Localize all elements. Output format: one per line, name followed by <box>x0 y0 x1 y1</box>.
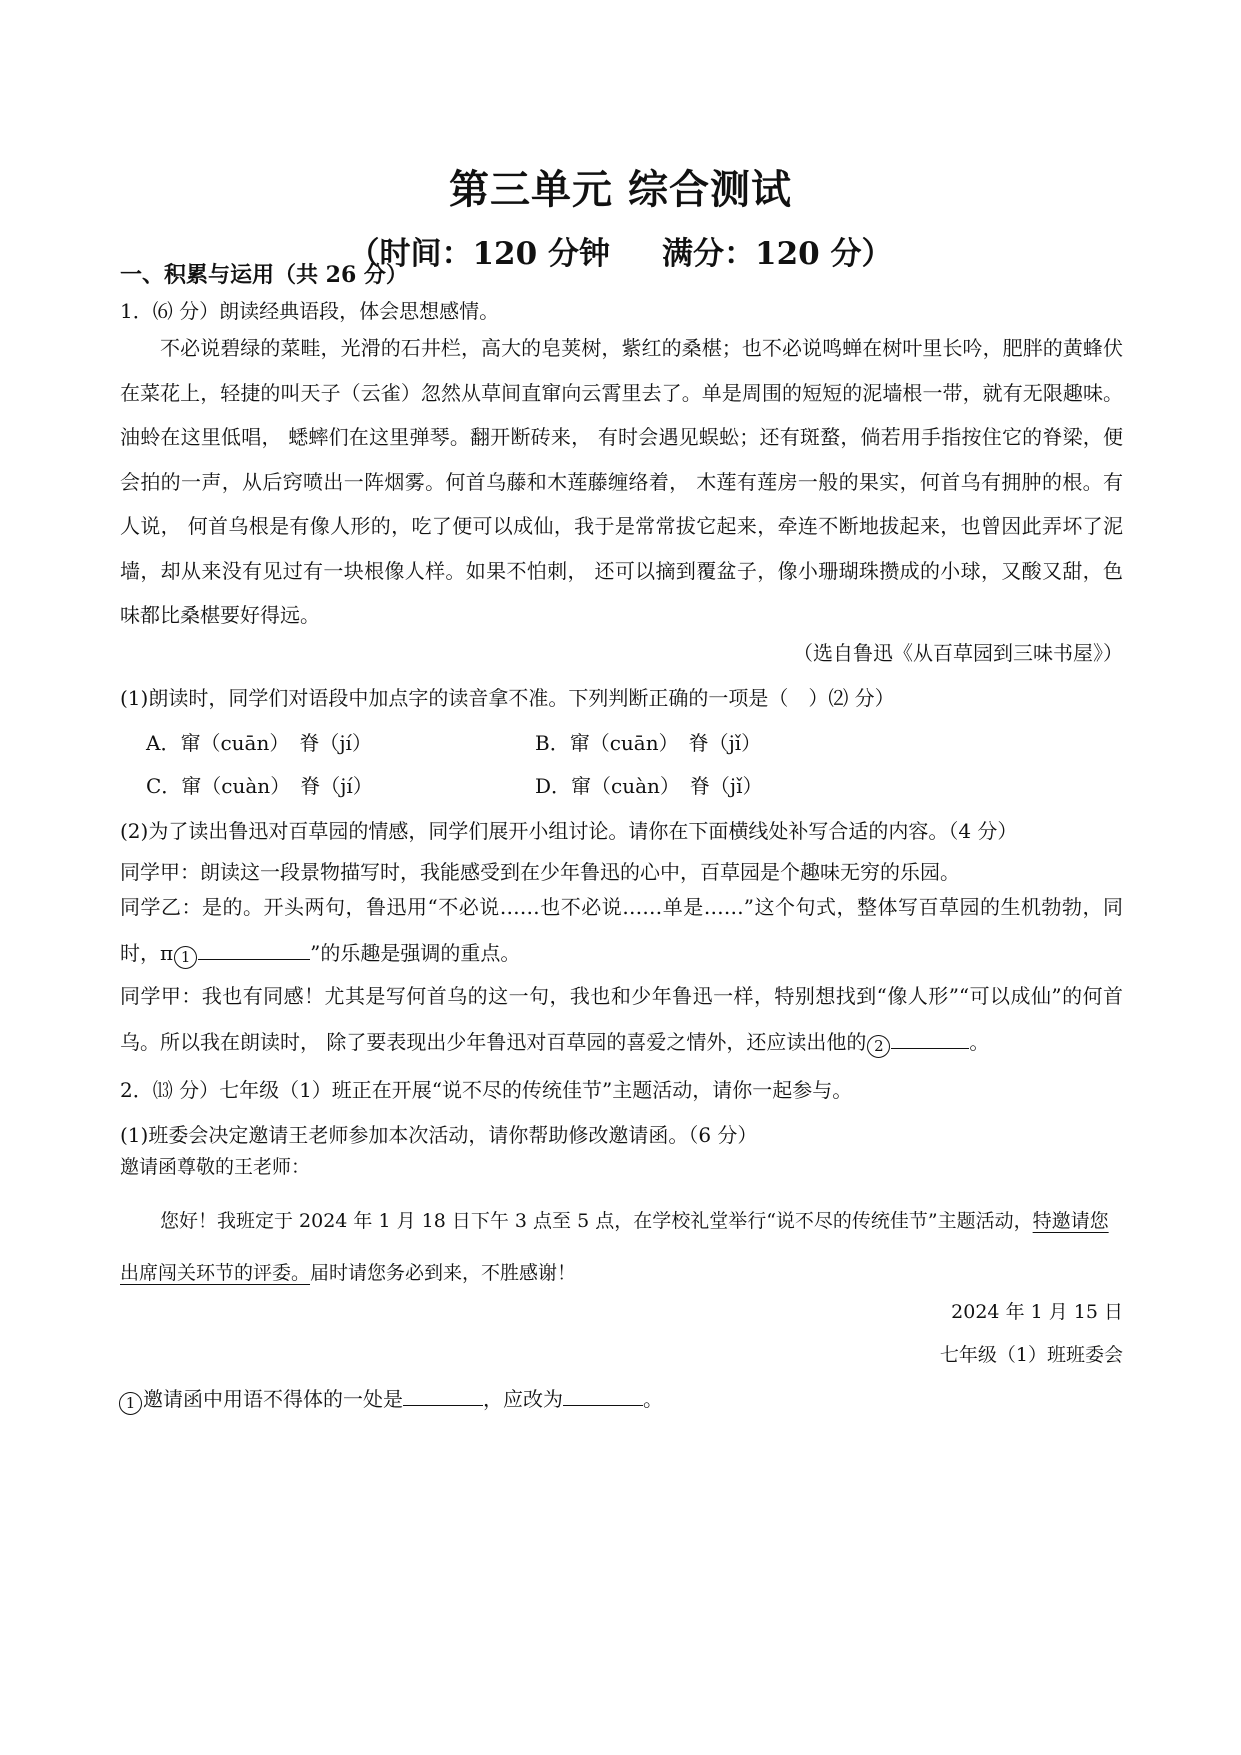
letter-date: 2024 年 1 月 15 日 <box>951 1301 1123 1323</box>
circled-number-task: 1 <box>119 1392 142 1415</box>
question-1-1: (1)朗读时，同学们对语段中加点字的读音拿不准。下列判断正确的一项是（ ）⑵ 分） <box>120 686 895 710</box>
dialogue-line-2-end: ”的乐趣是强调的重点。 <box>310 941 521 965</box>
letter-body-end: 届时请您务必到来，不胜感谢！ <box>310 1262 577 1284</box>
underlined-sentence: 特邀请您出席闯关环节的评委。 <box>120 1210 1109 1284</box>
option-c: C．窜（cuàn） 脊（jí） <box>146 774 373 798</box>
stray-mark: π <box>160 941 174 965</box>
question-1-intro: 1．⑹ 分）朗读经典语段，体会思想感情。 <box>120 299 500 323</box>
time-limit: （时间：120 分钟 <box>348 236 610 272</box>
answer-blank-3[interactable] <box>403 1385 483 1406</box>
circled-number-1: 1 <box>174 946 197 969</box>
section-heading: 一、积累与运用（共 26 分） <box>120 262 408 288</box>
task-text-b: ，应改为 <box>483 1387 563 1411</box>
circled-number-2: 2 <box>867 1035 890 1058</box>
letter-heading: 邀请函尊敬的王老师： <box>120 1156 311 1178</box>
option-d: D．窜（cuàn） 脊（jǐ） <box>535 774 763 798</box>
dialogue-line-2 <box>120 884 1123 976</box>
option-b: B．窜（cuān） 脊（jǐ） <box>535 731 762 755</box>
dialogue-line-3 <box>120 973 1123 1065</box>
question-2-1: (1)班委会决定邀请王老师参加本次活动，请你帮助修改邀请函。（6 分） <box>120 1123 758 1147</box>
task-line <box>118 1383 663 1415</box>
task-text-a: 邀请函中用语不得体的一处是 <box>143 1387 403 1411</box>
dialogue-line-1: 同学甲：朗读这一段景物描写时，我能感受到在少年鲁迅的心中，百草园是个趣味无穷的乐园。 <box>120 860 960 884</box>
full-score: 满分：120 分） <box>662 236 893 272</box>
question-2-intro: 2．⒀ 分）七年级（1）班正在开展“说不尽的传统佳节”主题活动，请你一起参与。 <box>120 1078 853 1102</box>
letter-body <box>120 1195 1123 1299</box>
passage-source: （选自鲁迅《从百草园到三味书屋》） <box>793 641 1123 665</box>
answer-blank-4[interactable] <box>563 1385 643 1406</box>
letter-signature: 七年级（1）班班委会 <box>939 1344 1123 1366</box>
dialogue-line-3-end: 。 <box>969 1030 990 1054</box>
page-title: 第三单元 综合测试 <box>449 166 792 213</box>
task-text-c: 。 <box>643 1387 663 1411</box>
letter-body-text: 您好！我班定于 2024 年 1 月 18 日下午 3 点至 5 点，在学校礼堂举行“说不尽的传统佳节”主题活动， <box>160 1210 1033 1232</box>
answer-blank-2[interactable] <box>891 1028 969 1049</box>
dialogue-line-3-text: 同学甲：我也有同感！尤其是写何首乌的这一句，我也和少年鲁迅一样，特别想找到“像人形”“可以成仙”的何首乌。所以我在朗读时， 除了要表现出少年鲁迅对百草园的喜爱之情外，还应读出他的 <box>120 984 1123 1054</box>
passage-text: 不必说碧绿的菜畦，光滑的石井栏，高大的皂荚树，紫红的桑椹；也不必说鸣蝉在树叶里长吟，肥胖的黄蜂伏在菜花上，轻捷的叫天子（云雀）忽然从草间直窜向云霄里去了。单是周围的短短的泥墙根一带，就有无限趣味。油蛉在这里低唱， 蟋蟀们在这里弹琴。翻开断砖来， 有时会遇见蜈蚣；还有斑蝥，倘若用手指按住它的脊梁，便会拍的一声，从后窍喷出一阵烟雾。何首乌藤和木莲藤缠络着， 木莲有莲房一般的果实，何首乌有拥肿的根。有人说， 何首乌根是有像人形的，吃了便可以成仙，我于是常常拔它起来，牵连不断地拔起来，也曾因此弄坏了泥墙，却从来没有见过有一块根像人样。如果不怕刺， 还可以摘到覆盆子，像小珊瑚珠攒成的小球，又酸又甜，色味都比桑椹要好得远。 <box>120 336 1123 627</box>
option-a: A．窜（cuān） 脊（jí） <box>146 731 372 755</box>
question-1-2: (2)为了读出鲁迅对百草园的情感，同学们展开小组讨论。请你在下面横线处补写合适的内容。（4 分） <box>120 819 1018 843</box>
dialogue-line-2-text: 同学乙：是的。开头两句，鲁迅用“不必说……也不必说……单是……”这个句式，整体写百草园的生机勃勃，同时， <box>120 895 1123 965</box>
answer-blank-1[interactable] <box>198 939 310 960</box>
